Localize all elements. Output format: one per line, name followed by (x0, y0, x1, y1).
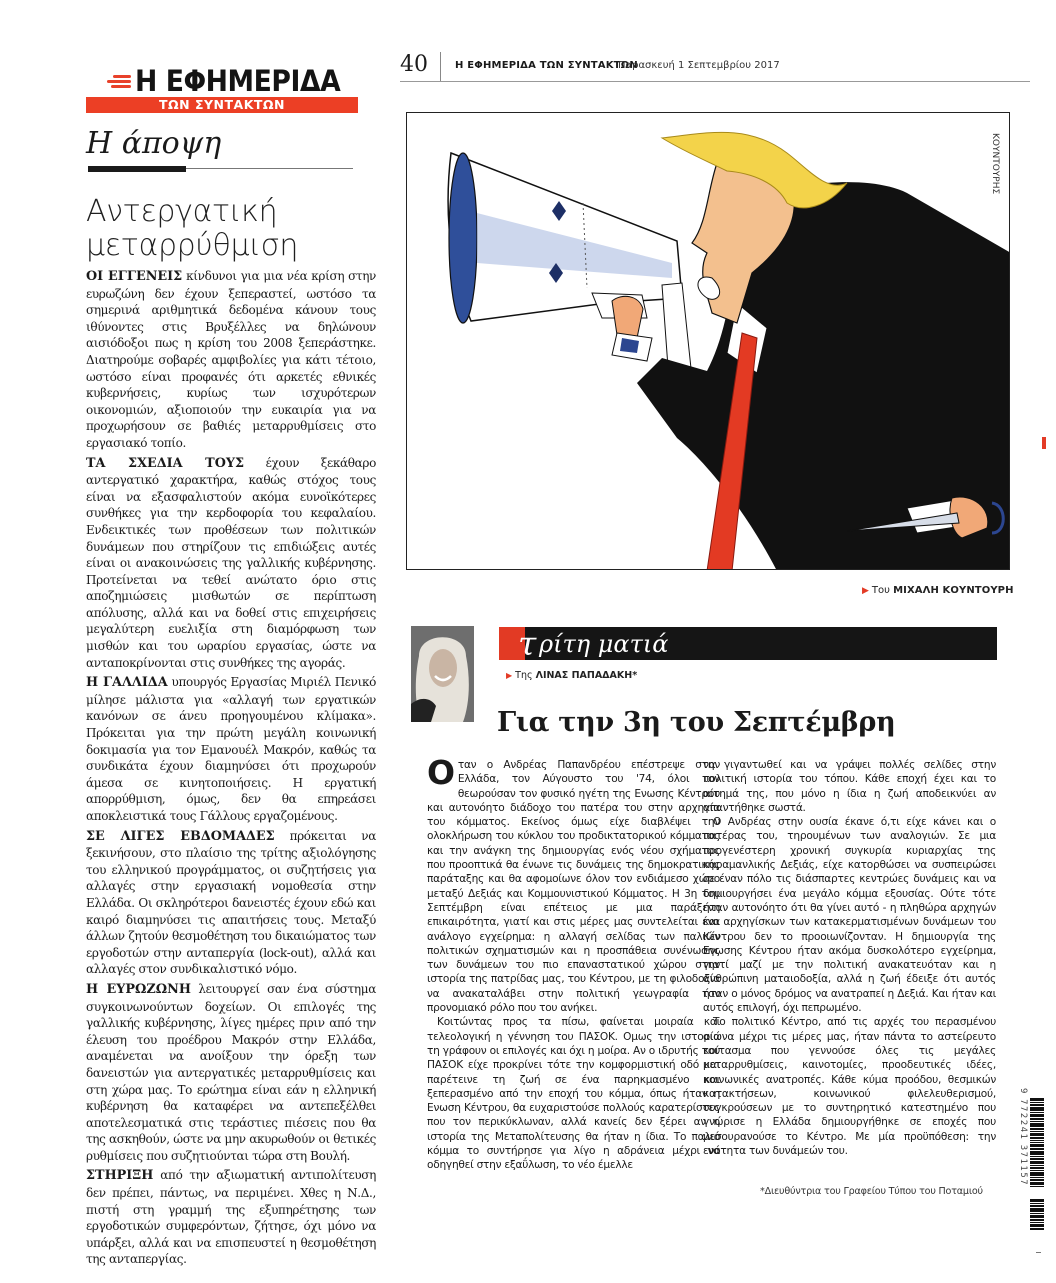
paragraph-text: πρόκειται να ξεκινήσουν, στο πλαίσιο της τρίτης αξιολόγησης του ελληνικού προγράμματος, οι συζητήσεις για αλλαγές στην εργασιακή νομοθεσία στην Ελλάδα. Οι σκληρότεροι δανειστές έχουν εδώ και καιρό διαμηνύσει τις απαιτήσεις τους. Μεταξύ άλλων ζητούν θεσμοθέτηση του δικαιώματος των εργοδοτών στην ανταπεργία (lock-out), αλλά και αλλαγές στον συνδικαλιστικό νόμο. (86, 828, 376, 977)
paragraph-lead: Η ΕΥΡΩΖΩΝΗ (86, 981, 191, 997)
newspaper-masthead (86, 66, 358, 113)
paragraph-lead: Η ΓΑΛΛΙΔΑ (86, 675, 168, 691)
byline-prefix: Της (515, 670, 533, 681)
margin-tick (1036, 1252, 1041, 1253)
header-paper-name: Η ΕΦΗΜΕΡΙΔΑ ΤΩΝ ΣΥΝΤΑΚΤΩΝ (455, 60, 638, 71)
section-title: Η άποψη (86, 126, 222, 161)
drop-cap: Ο (427, 753, 455, 792)
barcode-digits: 9 772241 371157 (1018, 1088, 1028, 1187)
masthead-subtitle: ΤΩΝ ΣΥΝΤΑΚΤΩΝ (86, 97, 358, 113)
cartoon-credit (862, 585, 1014, 596)
editorial-headline: Αντεργατική μεταρρύθμιση (86, 194, 299, 263)
section-divider-accent (88, 166, 186, 172)
article-paragraph: Ο Ανδρέας στην ουσία έκανε ό,τι είχε κάνει και ο πατέρας του, τηρουμένων των αναλογιών. Σε μια προγενέστερη χρονική συγκυρία κυριαρχίας της καραμανλικής Δεξιάς, είχε κατορθώσει να συσπειρώσει σε έναν πόλο τις διάσπαρτες κεντρώες δυνάμεις και να δημιουργήσει ένα μεγάλο κόμμα εξουσίας. Ούτε τότε ήταν αυτονόητο ότι θα γίνει αυτό - η πληθώρα αρχηγών και αρχηγίσκων των κατακερματισμένων δυνάμεων του Κέντρου δεν το προοιωνίζονταν. Η δημιουργία της Ενωσης Κέντρου ήταν ακόμα δυσκολότερο εγχείρημα, γιατί μαζί με την πολιτική ανακατευόταν και η ανθρώπινη ματαιοδοξία, αλλά η ζωή έδειξε ότι αυτός ήταν ο μόνος δρόμος να ανατραπεί η Δεξιά. Και ήταν και αυτός επιλογή, όχι πεπρωμένο. (703, 816, 996, 1015)
paragraph-lead: ΣΕ ΛΙΓΕΣ ΕΒΔΟΜΑΔΕΣ (86, 828, 275, 844)
author-name: ΛΙΝΑΣ ΠΑΠΑΔΑΚΗ* (535, 670, 638, 681)
paragraph-text: ταν ο Ανδρέας Παπανδρέου επέστρεψε στην Ελλάδα, τον Αύγουστο του '74, όλοι τον θεωρούσαν τον φυσικό ηγέτη της Ενωσης Κέντρου και αυτονόητο διάδοχο του πατέρα του στην αρχηγία του κόμματος. Εκείνος όμως είχε διαβλέψει την ολοκλήρωση του κύκλου του προδικτατορικού κόμματος και την ανάγκη της δημιουργίας ενός νέου σχήματος που προοπτικά θα ένωνε τις δυνάμεις της δημοκρατικής παράταξης και θα αφομοίωνε όλον τον ενδιάμεσο χώρο μεταξύ Δεξιάς και Κομμουνιστικού Κόμματος. Η 3η του Σεπτέμβρη είναι επέτειος με μια παράξενη επικαιρότητα, γιατί και στις μέρες μας συντελείται ένα ανάλογο εγχείρημα: η αλλαγή σελίδας των παλιών πολιτικών σχηματισμών και η προσπάθεια συνένωσης των δυνάμεων του πιο επαναστατικού χώρου στην ιστορία της πατρίδας μας, του Κέντρου, με τη φιλοδοξία να ανακαταλάβει στην πολιτική γεωγραφία τον προνομιακό ρόλο που του ανήκει. (427, 759, 720, 1015)
header-rule (400, 81, 1030, 82)
author-photo (411, 626, 474, 722)
editorial-paragraph (86, 455, 376, 672)
column-initial-letter: τ (518, 624, 537, 663)
column-banner (499, 624, 997, 663)
triangle-right-icon: ▶ (506, 671, 513, 680)
article-column-1 (427, 753, 720, 1173)
paragraph-lead: ΤΑ ΣΧΕΔΙΑ ΤΟΥΣ (86, 455, 245, 471)
paragraph-lead: ΣΤΗΡΙΞΗ (86, 1168, 154, 1184)
column-byline (506, 670, 637, 681)
header-date: Παρασκευή 1 Σεπτεμβρίου 2017 (618, 60, 780, 71)
article-headline: Για την 3η του Σεπτέμβρη (497, 707, 896, 738)
header-divider (440, 52, 441, 82)
paragraph-lead: ΟΙ ΕΓΓΕΝΕΙΣ (86, 269, 183, 284)
political-cartoon (406, 112, 1010, 570)
editorial-paragraph (86, 268, 376, 452)
barcode-icon (1030, 1098, 1044, 1231)
paragraph-text: έχουν ξεκάθαρο αντεργατικό χαρακτήρα, καθώς στόχος τους είναι να εξασφαλιστούν ακόμα ευνοϊκότερες συνθήκες για την κερδοφορία του κεφαλαίου. Ενδεικτικές των προθέσεων των πολιτικών δυνάμεων που στηρίζουν τις επιδιώξεις αυτές είναι οι ανακοινώσεις της γαλλικής κυβέρνησης. Προτείνεται να τεθεί ανώτατο όριο στις αποζημιώσεις μισθωτών σε περίπτωση απόλυσης, αλλά και να δοθεί στις επιχειρήσεις μεγαλύτερη ευελιξία στη διαμόρφωση των μισθών και του ωραρίου εργασίας, ώστε να ανταποκρίνονται στις συνθήκες της αγοράς. (86, 455, 376, 670)
column-name: ρίτη ματιά (539, 630, 669, 658)
article-column-2 (703, 758, 996, 1158)
editorial-paragraph (86, 981, 376, 1165)
editorial-body (86, 268, 376, 1271)
speed-lines-logo-icon (107, 75, 131, 88)
credit-prefix: Του (871, 585, 890, 596)
editorial-paragraph (86, 674, 376, 824)
paragraph-text: από την αξιωματική αντιπολίτευση δεν πρέπει, πάντως, να περιμένει. Χθες η Ν.Δ., πιστή στη γραμμή της εξυπηρέτησης των εργοδοτικών συμφερόντων, ζήτησε, όχι μόνο να υπάρξει, αλλά και να επισπευστεί η θεσμοθέτηση της ανταπεργίας. (86, 1168, 376, 1267)
article-paragraph: να γιγαντωθεί και να γράψει πολλές σελίδες στην πολιτική ιστορία του τόπου. Κάθε εποχή έχει και το αίτημά της, που μόνο η ίδια η ζωή αποδεικνύει αν απαντήθηκε σωστά. (703, 759, 996, 814)
article-paragraph: Κοιτώντας προς τα πίσω, φαίνεται μοιραία και τελεολογική η γέννηση του ΠΑΣΟΚ. Ομως την ιστορία τη γράφουν οι επιλογές και όχι η μοίρα. Αν ο ιδρυτής του ΠΑΣΟΚ είχε προκρίνει τότε την κομφορμιστική οδό και παρέτεινε τη ζωή σε ένα παρηκμασμένο και ξεπερασμένο από την εποχή του κόμμα, όπως ήταν η Ενωση Κέντρου, θα ευχαριστούσε πολλούς καρατερίστες που τον περικύκλωναν, αλλά κανείς δεν ξέρει αν η ιστορία της Μεταπολίτευσης θα ήταν η ίδια. Το παλιό κόμμα το συντήρησε για λίγο η αδράνεια μέχρι να οδηγηθεί στην εξαΰλωση, το νέο έμελλε (427, 1016, 720, 1172)
page-number: 40 (400, 52, 428, 77)
print-registration-mark (1042, 437, 1046, 449)
cartoonist-signature: ΚΟΥΝΤΟΥΡΗΣ (990, 133, 1000, 195)
triangle-right-icon: ▶ (862, 586, 869, 596)
paragraph-text: λειτουργεί σαν ένα σύστημα συγκοινωνούντων δοχείων. Οι επιλογές της γαλλικής κυβέρνησης, λίγες ημέρες πριν από την έλευση του προέδρου Μακρόν στην Ελλάδα, αναμένεται να ανοίξουν την όρεξη των δανειστών για αντεργατικές μεταρρυθμίσεις και στη χώρα μας. Το ερώτημα είναι εάν η ελληνική κυβέρνηση θα καταφέρει να αντεπεξέλθει αποτελεσματικά στις τεράστιες πιέσεις που θα της ασκηθούν, ώστε να μην ακυρωθούν οι θετικές ρυθμίσεις που συζητιούνται τώρα στη Βουλή. (86, 981, 376, 1163)
author-footnote: *Διευθύντρια του Γραφείου Τύπου του Ποταμιού (760, 1186, 983, 1197)
paragraph-text: υπουργός Εργασίας Μιριέλ Πενικό μίλησε μάλιστα για «αλλαγή των εργατικών κανόνων σε άνευ προηγουμένου κλίμακα». Πρόκειται για την πρώτη μεγάλη κοινωνική δοκιμασία για τον Εμανουέλ Μακρόν, καθώς τα συνδικάτα έχουν διαμηνύσει ότι προχωρούν άμεσα σε κινητοποιήσεις. Η εργατική απορρύθμιση, όμως, δεν θα επηρεάσει αποκλειστικά τους Γάλλους εργαζομένους. (86, 675, 376, 823)
cartoonist-name: ΜΙΧΑΛΗ ΚΟΥΝΤΟΥΡΗ (893, 585, 1014, 596)
page-header (400, 52, 1030, 82)
cartoon-illustration (407, 113, 1010, 570)
paragraph-text: κίνδυνοι για μια νέα κρίση στην ευρωζώνη δεν έχουν ξεπεραστεί, ωστόσο τα σημερινά αριθμητικά δεδομένα κάνουν τους ιθύνοντες στις Βρυξέλλες να δηλώνουν αισιόδοξοι πως η κρίση του 2008 ξεπεράστηκε. Διατηρούμε σοβαρές αμφιβολίες για κάτι τέτοιο, ωστόσο είναι προφανές ότι αρκετές εθνικές κυβερνήσεις, κυρίως των ισχυρότερων οικονομιών, αξιοποιούν την ευκαιρία για να προχωρήσουν σε βαθιές μεταρρυθμίσεις στο εργασιακό τοπίο. (86, 269, 376, 450)
article-paragraph: Το πολιτικό Κέντρο, από τις αρχές του περασμένου αιώνα μέχρι τις μέρες μας, ήταν πάντα το αστείρευτο κοίτασμα που γεννούσε όλες τις μεγάλες μεταρρυθμίσεις, καινοτομίες, προοδευτικές ιδέες, κοινωνικές ανατροπές. Κάθε κύμα προόδου, θεσμικών κατακτήσεων, κοινωνικού φιλελευθερισμού, συγκρούσεων με το συντηρητικό κατεστημένο που γνώρισε η Ελλάδα δημιουργήθηκε σε εποχές που μεσουρανούσε το Κέντρο. Με μία προϋπόθεση: την ενότητα των δυνάμεών του. (703, 1016, 996, 1158)
article-paragraph (427, 753, 720, 1015)
editorial-paragraph (86, 1167, 376, 1268)
editorial-paragraph (86, 828, 376, 978)
masthead-name: Η ΕΦΗΜΕΡΙΔΑ (134, 64, 341, 98)
author-portrait-image (411, 626, 474, 722)
